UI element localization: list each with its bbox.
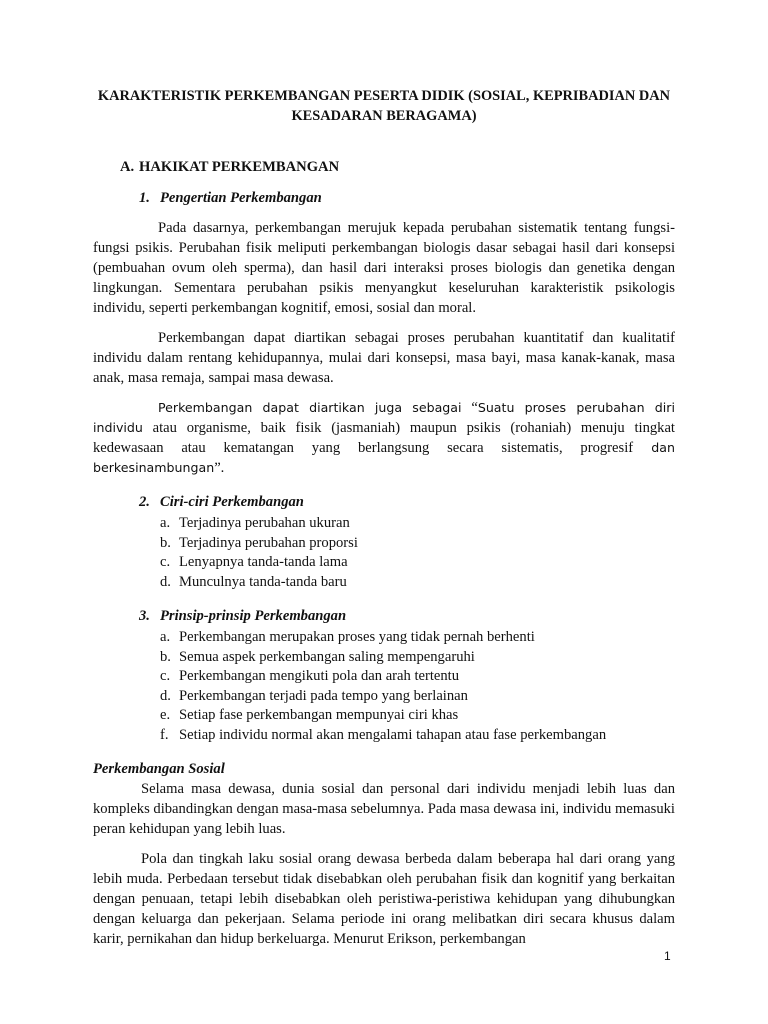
heading-perkembangan-sosial: Perkembangan Sosial: [93, 761, 225, 777]
list-text: Terjadinya perubahan proporsi: [179, 534, 358, 551]
list-item: [160, 706, 675, 726]
quote-open: “: [461, 400, 478, 416]
quote-middle: atau organisme, baik fisik (jasmaniah) maupun psikis (rohaniah) menuju tingkat kedewasaan atau kematangan yang berlangsung secara sistematis, progresif: [93, 420, 675, 456]
list-marker: b.: [160, 648, 171, 665]
subheading-label: Ciri-ciri Perkembangan: [160, 494, 304, 510]
list-marker: e.: [160, 707, 171, 723]
quote-tail-sans: dan berkesinambungan: [93, 440, 675, 475]
section-heading-a: [120, 157, 675, 177]
subheading-marker: 3.: [139, 608, 150, 624]
list-marker: a.: [160, 629, 171, 645]
list-marker: c.: [160, 554, 171, 570]
list-text: Setiap individu normal akan mengalami tahapan atau fase perkembangan: [179, 726, 607, 743]
subheading-label: Prinsip-prinsip Perkembangan: [160, 608, 347, 624]
list-item: [160, 648, 675, 668]
list-text: Perkembangan merupakan proses yang tidak pernah berhenti: [179, 629, 535, 645]
page-content: [93, 86, 675, 959]
list-text: Lenyapnya tanda-tanda lama: [179, 554, 348, 570]
quote-close: ”.: [214, 460, 225, 476]
list-marker: d.: [160, 687, 171, 704]
list-item: [160, 726, 675, 746]
subheading-label: Pengertian Perkembangan: [160, 190, 322, 206]
paragraph-sosial-1: Selama masa dewasa, dunia sosial dan personal dari individu menjadi lebih luas dan kompleks dibandingkan dengan masa-masa sebelumnya. Pada masa dewasa ini, individu memasuki peran kehidupan yang lebih luas.: [93, 781, 675, 837]
list-text: Munculnya tanda-tanda baru: [179, 573, 347, 590]
list-text: Semua aspek perkembangan saling mempengaruhi: [179, 648, 475, 665]
section-label: HAKIKAT PERKEMBANGAN: [139, 159, 340, 175]
quote-sans-text: Suatu proses perubahan diri individu: [93, 400, 675, 435]
list-item: [160, 667, 675, 687]
list-marker: b.: [160, 534, 171, 551]
paragraph-pengertian-1: Pada dasarnya, perkembangan merujuk kepada perubahan sistematik tentang fungsi-fungsi psikis. Perubahan fisik meliputi perkembangan biologis dasar sebagai hasil dari konsepsi (pembuahan ovum oleh sperma), dan hasil dari interaksi proses biologis dan genetika dengan lingkungan. Sementara perubahan psikis menyangkut keseluruhan karakteristik psikologis individu, seperti perkembangan kognitif, emosi, sosial dan moral.: [93, 220, 675, 316]
list-marker: f.: [160, 726, 169, 743]
section-marker: A.: [120, 159, 135, 175]
list-item: [160, 534, 675, 554]
list-marker: c.: [160, 668, 171, 684]
list-item: [160, 553, 675, 573]
list-item: [160, 687, 675, 707]
subheading-pengertian: [139, 188, 675, 208]
list-item: [160, 628, 675, 648]
paragraph-pengertian-2: Perkembangan dapat diartikan sebagai proses perubahan kuantitatif dan kualitatif individu dalam rentang kehidupannya, mulai dari konsepsi, masa bayi, masa kanak-kanak, masa anak, masa remaja, sampai masa dewasa.: [93, 330, 675, 386]
paragraph-pengertian-3: [93, 398, 675, 478]
list-marker: a.: [160, 515, 171, 531]
list-text: Setiap fase perkembangan mempunyai ciri khas: [179, 707, 459, 723]
paragraph-lead: Perkembangan dapat diartikan juga sebagai: [158, 400, 462, 415]
list-item: [160, 573, 675, 593]
list-text: Terjadinya perubahan ukuran: [179, 515, 350, 531]
subheading-marker: 1.: [139, 190, 150, 206]
subheading-ciri: [139, 492, 675, 512]
subheading-prinsip: [139, 606, 675, 626]
paragraph-sosial-2: Pola dan tingkah laku sosial orang dewasa berbeda dalam beberapa hal dari orang yang lebih muda. Perbedaan tersebut tidak disebabkan oleh perubahan fisik dan kognitif yang berkaitan dengan penuaan, tetapi lebih disebabkan oleh peristiwa-peristiwa kehidupan yang dihubungkan dengan keluarga dan pekerjaan. Selama periode ini orang melibatkan diri secara khusus dalam karir, pernikahan dan hidup berkeluarga. Menurut Erikson, perkembangan: [93, 851, 675, 947]
subheading-marker: 2.: [139, 494, 150, 510]
list-text: Perkembangan terjadi pada tempo yang berlainan: [179, 687, 468, 704]
document-title: KARAKTERISTIK PERKEMBANGAN PESERTA DIDIK (SOSIAL, KEPRIBADIAN DAN KESADARAN BERAGAMA): [97, 88, 671, 124]
ciri-list: [93, 514, 675, 592]
prinsip-list: [93, 628, 675, 745]
list-marker: d.: [160, 573, 171, 590]
list-item: [160, 514, 675, 534]
list-text: Perkembangan mengikuti pola dan arah tertentu: [179, 668, 460, 684]
page-number: 1: [664, 949, 671, 963]
